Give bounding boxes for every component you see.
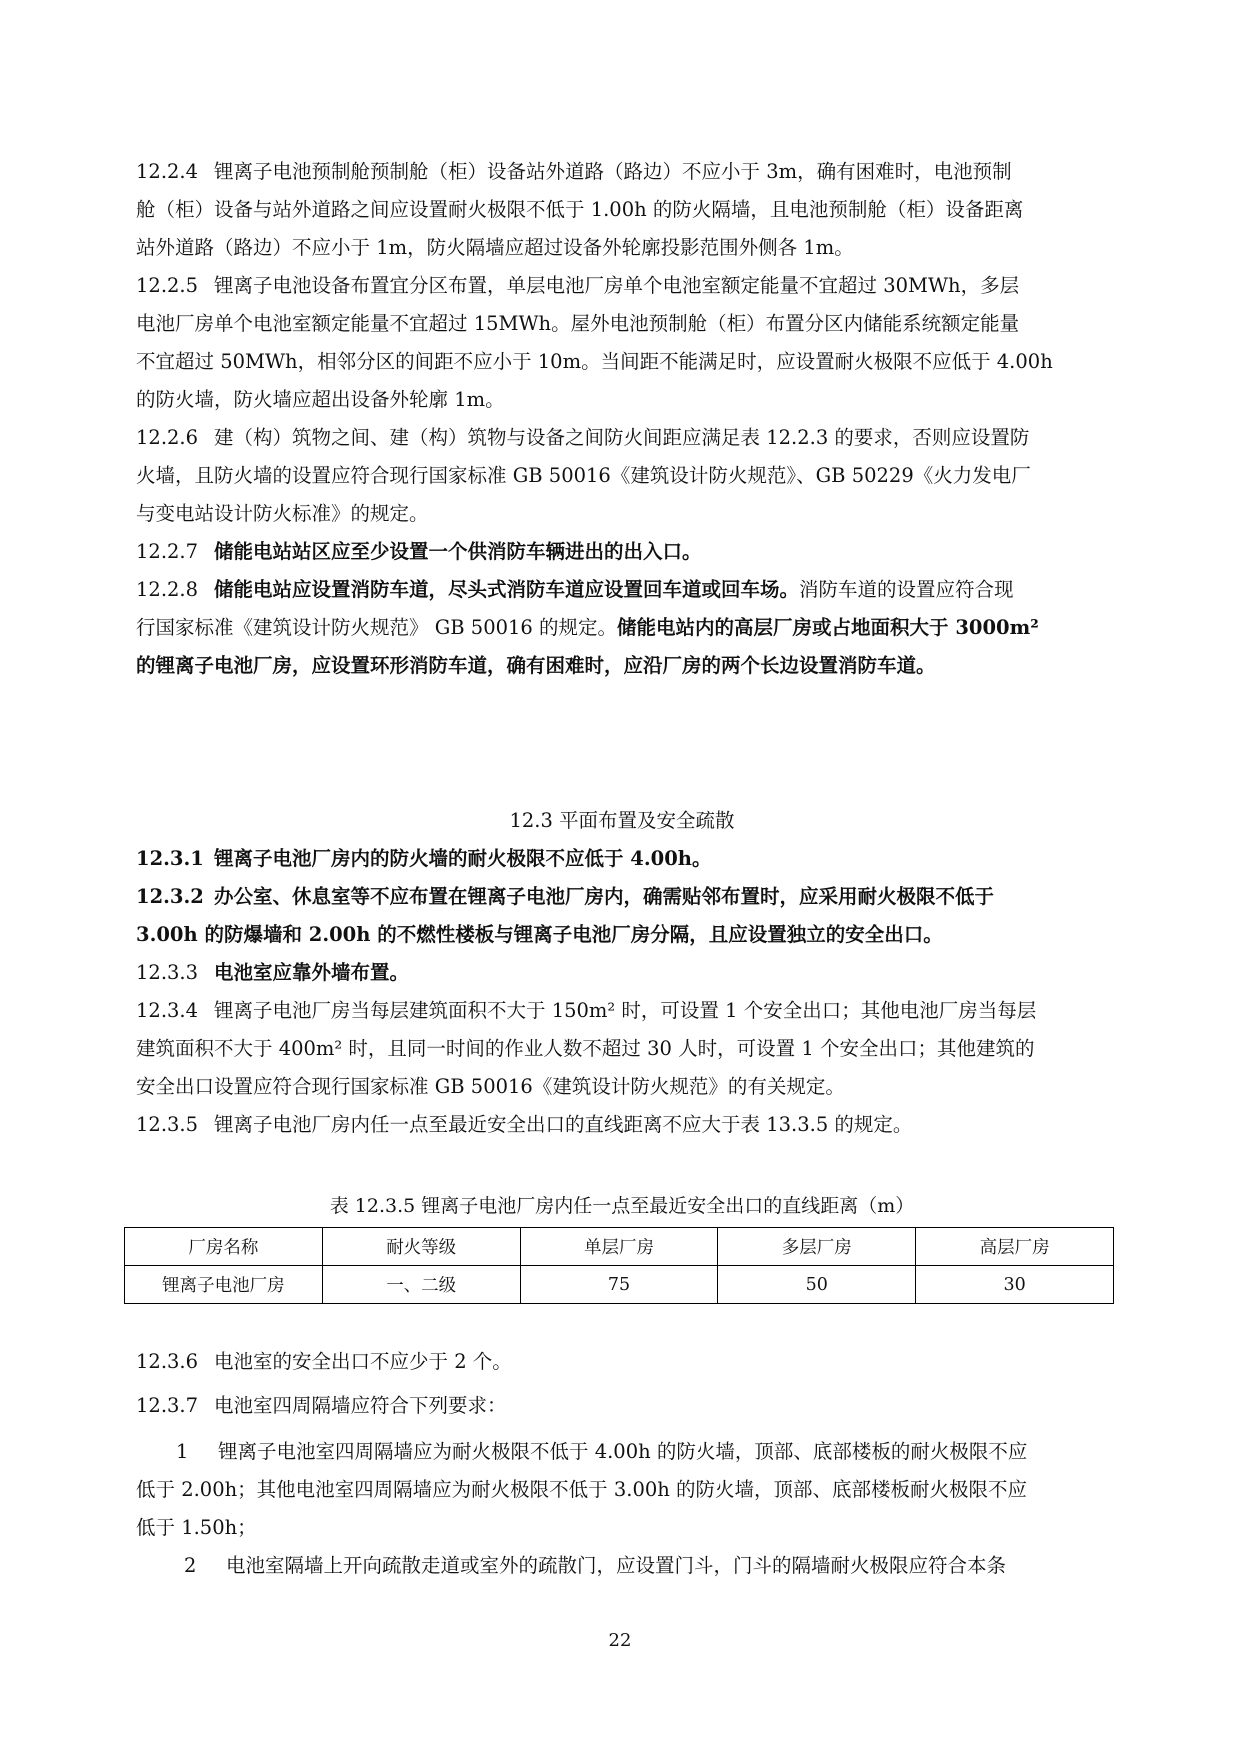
clause-number: 12.3.3 [136,961,199,984]
clause-text: 电池厂房单个电池室额定能量不宜超过 15MWh。屋外电池预制舱（柜）布置分区内储能系统额定能量 [136,312,1020,335]
clause-12-3-7 [136,1387,1108,1425]
clause-12-3-1 [136,840,1108,878]
clause-text: 建筑面积不大于 400m² 时，且同一时间的作业人数不超过 30 人时，可设置 1 个安全出口；其他建筑的 [136,1037,1035,1060]
section-heading: 12.3 平面布置及安全疏散 [509,809,735,832]
clause-number: 12.2.7 [136,540,199,563]
table-cell: 锂离子电池厂房 [125,1266,323,1304]
clause-number: 12.3.7 [136,1394,199,1417]
distance-table [124,1227,1114,1304]
clause-number: 12.2.6 [136,426,199,449]
list-item-1 [136,1433,1108,1547]
clause-12-2-8 [136,571,1108,685]
item-text: 低于 1.50h； [136,1516,257,1539]
clause-text: 电池室的安全出口不应少于 2 个。 [214,1350,512,1373]
clause-text: 火墙，且防火墙的设置应符合现行国家标准 GB 50016《建筑设计防火规范》、GB 50229《火力发电厂 [136,464,1031,487]
clause-number: 12.3.5 [136,1113,199,1136]
clause-text: 建（构）筑物之间、建（构）筑物与设备之间防火间距应满足表 12.2.3 的要求，否则应设置防 [214,426,1030,449]
clause-number: 12.3.1 [136,847,204,870]
clause-12-3-6 [136,1343,1108,1381]
clause-12-3-2 [136,878,1108,954]
clause-text: 3.00h 的防爆墙和 2.00h 的不燃性楼板与锂离子电池厂房分隔，且应设置独立的安全出口。 [136,923,943,946]
clause-text: 的防火墙，防火墙应超出设备外轮廓 1m。 [136,388,505,411]
clause-text: 锂离子电池预制舱预制舱（柜）设备站外道路（路边）不应小于 3m，确有困难时，电池预制 [214,160,1012,183]
clause-text: 锂离子电池厂房当每层建筑面积不大于 150m² 时，可设置 1 个安全出口；其他电池厂房当每层 [214,999,1037,1022]
clause-12-3-4 [136,992,1108,1106]
item-number: 2 [184,1554,197,1577]
table-cell: 50 [718,1266,916,1304]
clause-number: 12.2.8 [136,578,199,601]
table-cell: 30 [916,1266,1114,1304]
table-caption: 表 12.3.5 锂离子电池厂房内任一点至最近安全出口的直线距离（m） [329,1195,915,1217]
table-header-cell: 耐火等级 [322,1228,520,1266]
clause-text: 锂离子电池厂房内任一点至最近安全出口的直线距离不应大于表 13.3.5 的规定。 [214,1113,913,1136]
clause-text: 锂离子电池设备布置宜分区布置，单层电池厂房单个电池室额定能量不宜超过 30MWh，多层 [214,274,1020,297]
clause-text: 储能电站站区应至少设置一个供消防车辆进出的出入口。 [214,540,702,563]
item-text: 锂离子电池室四周隔墙应为耐火极限不低于 4.00h 的防火墙，顶部、底部楼板的耐火极限不应 [218,1440,1028,1463]
clause-number: 12.3.6 [136,1350,199,1373]
table-cell: 75 [520,1266,718,1304]
table-header-cell: 单层厂房 [520,1228,718,1266]
table-row [125,1266,1114,1304]
clause-text: 安全出口设置应符合现行国家标准 GB 50016《建筑设计防火规范》的有关规定。 [136,1075,845,1098]
clause-text: 电池室四周隔墙应符合下列要求： [214,1394,507,1417]
item-text: 电池室隔墙上开向疏散走道或室外的疏散门，应设置门斗，门斗的隔墙耐火极限应符合本条 [226,1554,1007,1577]
table-header-cell: 厂房名称 [125,1228,323,1266]
clause-text: 办公室、休息室等不应布置在锂离子电池厂房内，确需贴邻布置时，应采用耐火极限不低于 [214,885,995,908]
clause-12-3-5 [136,1106,1108,1144]
table-header-cell: 多层厂房 [718,1228,916,1266]
clause-text: 站外道路（路边）不应小于 1m，防火隔墙应超过设备外轮廓投影范围外侧各 1m。 [136,236,854,259]
clause-12-2-5 [136,267,1108,419]
clause-12-2-7 [136,533,1108,571]
clause-text: 电池室应靠外墙布置。 [214,961,410,984]
clause-text-bold: 储能电站应设置消防车道，尽头式消防车道应设置回车道或回车场。 [214,578,800,601]
clause-text-bold: 储能电站内的高层厂房或占地面积大于 3000m² [617,616,1039,639]
clause-number: 12.3.2 [136,885,204,908]
clause-12-3-3 [136,954,1108,992]
clause-text: 舱（柜）设备与站外道路之间应设置耐火极限不低于 1.00h 的防火隔墙，且电池预制舱（柜）设备距离 [136,198,1024,221]
clause-number: 12.2.5 [136,274,199,297]
table-header-cell: 高层厂房 [916,1228,1114,1266]
clause-12-2-4 [136,153,1108,267]
list-item-2 [136,1547,1108,1585]
clause-text: 与变电站设计防火标准》的规定。 [136,502,429,525]
clause-text: 消防车道的设置应符合现 [799,578,1014,601]
clause-text: 不宜超过 50MWh，相邻分区的间距不应小于 10m。当间距不能满足时，应设置耐火极限不应低于 4.00h [136,350,1053,373]
clause-text: 行国家标准《建筑设计防火规范》 GB 50016 的规定。 [136,616,618,639]
table-cell: 一、二级 [322,1266,520,1304]
table-header-row [125,1228,1114,1266]
clause-number: 12.2.4 [136,160,199,183]
clause-text: 锂离子电池厂房内的防火墙的耐火极限不应低于 4.00h。 [214,847,712,870]
item-text: 低于 2.00h；其他电池室四周隔墙应为耐火极限不低于 3.00h 的防火墙，顶部、底部楼板耐火极限不应 [136,1478,1028,1501]
item-number: 1 [176,1440,189,1463]
clause-number: 12.3.4 [136,999,199,1022]
page-number: 22 [608,1630,632,1651]
clause-12-2-6 [136,419,1108,533]
clause-text-bold: 的锂离子电池厂房，应设置环形消防车道，确有困难时，应沿厂房的两个长边设置消防车道。 [136,654,936,677]
